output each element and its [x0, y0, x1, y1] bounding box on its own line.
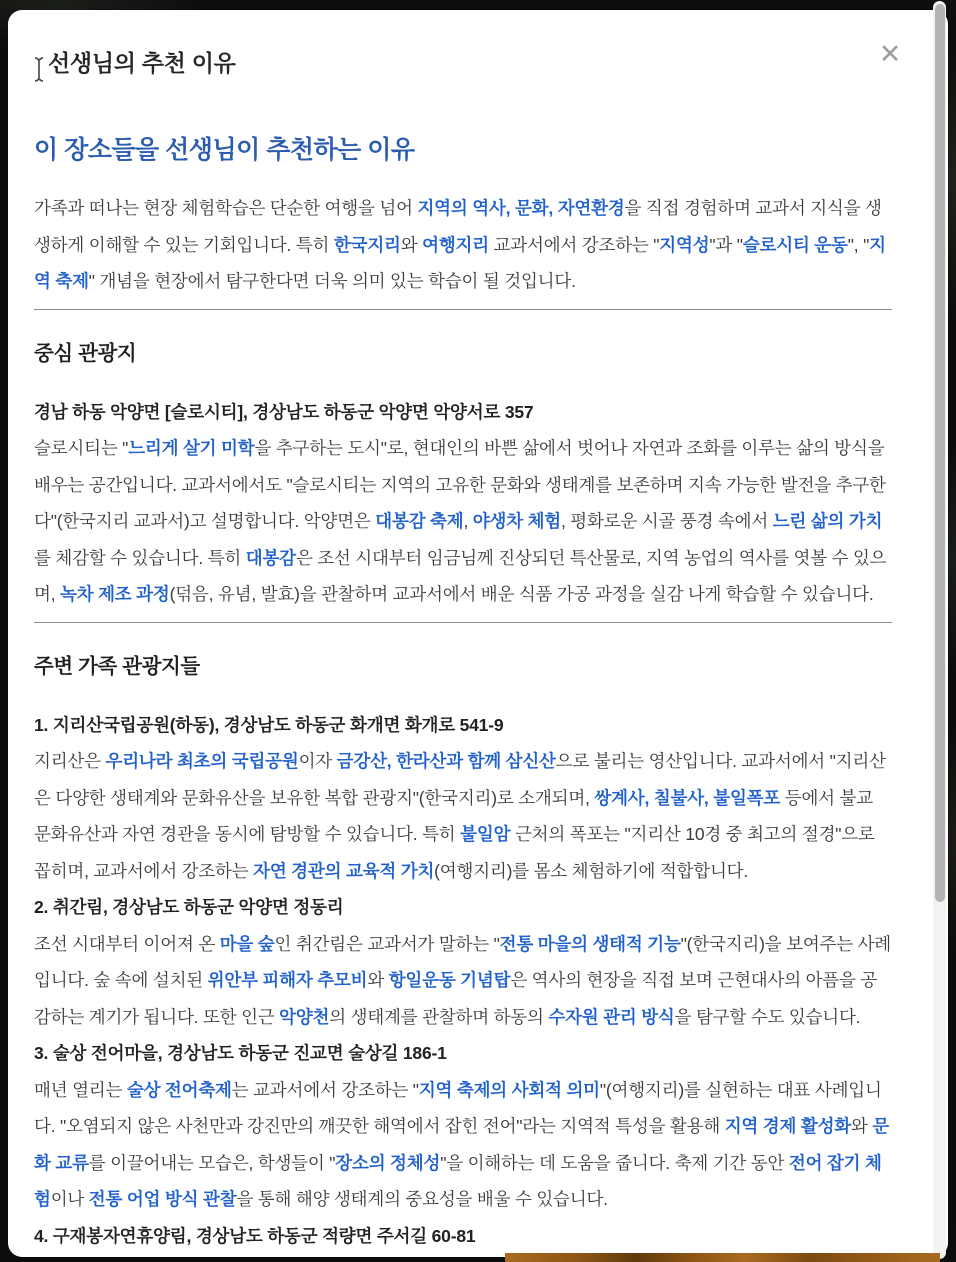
highlighted-term: 지역 경제 활성화 [724, 1116, 851, 1136]
section-heading: 중심 관광지 [34, 341, 137, 365]
highlighted-term: 야생차 체험 [472, 511, 561, 531]
text-run: 와 [367, 970, 389, 990]
text-run: (여행지리)를 몸소 체험하기에 적합합니다. [434, 860, 749, 881]
text-run: 를 체감할 수 있습니다. 특히 [34, 547, 246, 568]
text-run: "(한국지리)을 보여주는 사례입니다. 숲 속에 설치된 [34, 933, 892, 990]
text-run: " 개념을 현장에서 탐구한다면 더욱 의미 있는 학습이 될 것입니다. [88, 271, 576, 291]
paragraph [34, 926, 892, 1036]
highlighted-term: 금강산, 한라산과 함께 삼신산 [336, 751, 556, 771]
text-run: ", " [847, 234, 870, 255]
text-run: 슬로시티는 " [34, 438, 129, 458]
highlighted-term: 대봉감 [245, 547, 296, 568]
text-run: , 평화로운 시골 풍경 속에서 [560, 511, 773, 531]
place-title-line: 2. 취간림, 경상남도 하동군 악양면 정동리 [34, 897, 344, 917]
text-run: , [463, 511, 473, 531]
text-run: 와 [400, 234, 423, 255]
modal-title: 선생님의 추천 이유 [48, 50, 236, 76]
highlighted-term: 불일암 [460, 824, 511, 844]
paragraph [34, 430, 892, 613]
highlighted-term: 느리게 살기 미학 [128, 438, 255, 458]
place-title-line: 4. 구재봉자연휴양림, 경상남도 하동군 적량면 주서길 60-81 [34, 1225, 476, 1246]
text-run: "과 " [709, 234, 743, 255]
text-run: 을 추구하는 도시"로, 현대인의 바쁜 삶에서 벗어나 자연과 조화를 이루는 삶의 방식을 배우는 공간입니다. 교과서에서도 "슬로시티는 지역의 고유한 문화와 생태계를 보존하며 지속 가능한 발전을 추구한다"(한국지리 교과서)고 설명합니다. 악양면은 [34, 438, 886, 531]
paragraph [34, 1072, 892, 1218]
highlighted-term: 대봉감 축제 [375, 511, 464, 531]
text-run: 을 직접 경험하며 교과서 지식을 생생하게 이해할 수 있는 기회입니다. 특히 [34, 198, 882, 255]
text-run: 을 통해 해양 생태계의 중요성을 배울 수 있습니다. [236, 1189, 608, 1209]
highlighted-term: 전통 마을의 생태적 기능 [499, 933, 681, 954]
modal-body [34, 134, 892, 1254]
highlighted-term: 녹차 제조 과정 [60, 584, 170, 604]
modal-scrollbar-thumb[interactable] [935, 4, 945, 902]
text-run: "(여행지리)를 실현하는 대표 사례입니다. "오염되지 않은 사천만과 강진만의 깨끗한 해역에서 잡힌 전어"라는 지역적 특성을 활용해 [34, 1079, 882, 1136]
highlighted-term: 여행지리 [422, 234, 489, 255]
highlighted-term: 느린 삶의 가치 [772, 511, 883, 531]
text-run: 으로 불리는 영산입니다. 교과서에서 "지리산은 다양한 생태계와 문화유산을 보유한 복합 관광지"(한국지리)로 소개되며, [34, 751, 886, 808]
text-run: 이자 [298, 751, 337, 771]
text-run: 의 생태계를 관찰하며 하동의 [329, 1006, 549, 1027]
place-title-line: 경남 하동 악양면 [슬로시티], 경상남도 하동군 악양면 악양서로 357 [34, 401, 534, 422]
text-run: 매년 열리는 [34, 1079, 127, 1100]
place-title-line: 3. 술상 전어마을, 경상남도 하동군 진교면 술상길 186-1 [34, 1043, 447, 1063]
section-heading: 주변 가족 관광지들 [34, 654, 200, 678]
text-run: "을 이해하는 데 도움을 줍니다. 축제 기간 동안 [440, 1152, 789, 1173]
highlighted-term: 슬로시티 운동 [742, 234, 848, 255]
highlighted-term: 우리나라 최초의 국립공원 [105, 751, 299, 771]
highlighted-term: 지역의 역사, 문화, 자연환경 [417, 198, 625, 218]
modal-scrollbar-track[interactable] [933, 1, 946, 1259]
text-run: 등에서 불교 문화유산과 자연 경관을 동시에 탐방할 수 있습니다. 특히 [34, 787, 873, 844]
text-run: 가족과 떠나는 현장 체험학습은 단순한 여행을 넘어 [34, 198, 418, 218]
highlighted-term: 술상 전어축제 [126, 1079, 232, 1100]
paragraph [34, 743, 892, 889]
highlighted-term: 지역성 [659, 234, 710, 255]
text-cursor-ibeam [32, 56, 46, 88]
highlighted-term: 문화 교류 [34, 1116, 890, 1173]
highlighted-term: 자연 경관의 교육적 가치 [253, 860, 435, 881]
text-run: 근처의 폭포는 "지리산 10경 중 최고의 절경"으로 꼽히며, 교과서에서 강조하는 [34, 824, 875, 881]
text-run: 를 이끌어내는 모습은, 학생들이 " [88, 1152, 336, 1173]
text-run: 와 [850, 1116, 873, 1136]
text-run: (덖음, 유념, 발효)을 관찰하며 교과서에서 배운 식품 가공 과정을 실감 나게 학습할 수 있습니다. [169, 584, 874, 604]
highlighted-term: 수자원 관리 방식 [548, 1006, 675, 1027]
content-main-heading: 이 장소들을 선생님이 추천하는 이유 [34, 136, 415, 164]
highlighted-term: 한국지리 [333, 234, 401, 255]
highlighted-term: 항일운동 기념탑 [388, 970, 511, 990]
text-run: 지리산은 [34, 751, 106, 771]
paragraph [34, 190, 892, 300]
text-run: 조선 시대부터 이어져 온 [34, 933, 220, 954]
highlighted-term: 지역 축제 [34, 234, 886, 291]
background-toast-peek [505, 1253, 940, 1262]
highlighted-term: 마을 숲 [219, 933, 275, 954]
text-run: 을 탐구할 수도 있습니다. [674, 1006, 861, 1027]
highlighted-term: 쌍계사, 칠불사, 불일폭포 [594, 787, 781, 808]
section-divider [34, 622, 892, 623]
text-run: 은 역사의 현장을 직접 보며 근현대사의 아픔을 공감하는 계기가 됩니다. 또한 인근 [34, 970, 878, 1027]
section-divider [34, 309, 892, 310]
highlighted-term: 전통 어업 방식 관찰 [88, 1189, 237, 1209]
close-icon[interactable]: ✕ [874, 38, 906, 70]
highlighted-term: 장소의 정체성 [335, 1152, 441, 1173]
highlighted-term: 위안부 피해자 추모비 [207, 970, 368, 990]
place-title-line: 1. 지리산국립공원(하동), 경상남도 하동군 화개면 화개로 541-9 [34, 714, 504, 735]
text-run: 은 조선 시대부터 임금님께 진상되던 특산물로, 지역 농업의 역사를 엿볼 수 있으며, [34, 547, 887, 604]
text-run: 교과서에서 강조하는 " [488, 234, 660, 255]
text-run: 인 취간림은 교과서가 말하는 " [274, 933, 500, 954]
text-run: 는 교과서에서 강조하는 " [231, 1079, 419, 1100]
highlighted-term: 지역 축제의 사회적 의미 [418, 1079, 600, 1100]
highlighted-term: 악양천 [279, 1006, 330, 1027]
highlighted-term: 전어 잡기 체험 [34, 1152, 882, 1209]
text-run: 이나 [50, 1189, 89, 1209]
teacher-recommendation-modal [8, 10, 948, 1257]
